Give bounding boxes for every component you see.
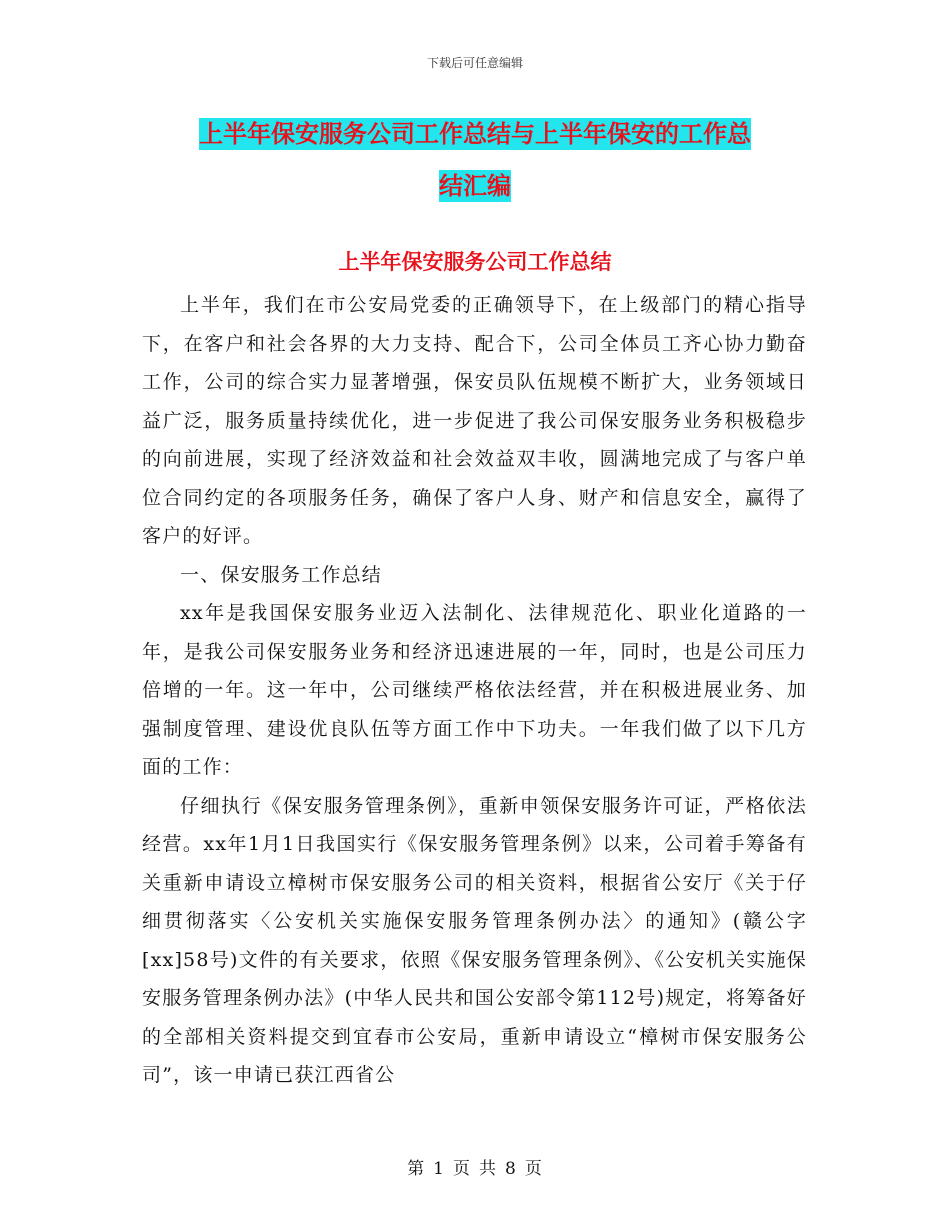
paragraph-2: xx年是我国保安服务业迈入法制化、法律规范化、职业化道路的一年，是我公司保安服务业务和经济迅速进展的一年，同时，也是公司压力倍增的一年。这一年中，公司继续严格依法经营，并在积极进展业务、加强制度管理、建设优良队伍等方面工作中下功夫。一年我们做了以下几方面的工作： xyxy=(142,602,807,778)
footer-suffix: 页 xyxy=(524,1159,543,1179)
footer-page-label: 页 xyxy=(453,1159,471,1179)
paragraph-intro: 上半年，我们在市公安局党委的正确领导下，在上级部门的精心指导下，在客户和社会各界的大力支持、配合下，公司全体员工齐心协力勤奋工作，公司的综合实力显著增强，保安员队伍规模不断扩大，业务领域日益广泛，服务质量持续优化，进一步促进了我公司保安服务业务积极稳步的向前进展，实现了经济效益和社会效益双丰收，圆满地完成了与客户单位合同约定的各项服务任务，确保了客户人身、财产和信息安全，赢得了客户的好评。 xyxy=(142,294,807,547)
paragraph-heading-1: 一、保安服务工作总结 xyxy=(180,563,383,586)
paragraph-3: 仔细执行《保安服务管理条例》，重新申领保安服务许可证，严格依法经营。xx年1月1日我国实行《保安服务管理条例》以来，公司着手筹备有关重新申请设立樟树市保安服务公司的相关资料，根据省公安厅《关于仔细贯彻落实〈公安机关实施保安服务管理条例办法〉的通知》(赣公字[xx]58号)文件的有关要求，依照《保安服务管理条例》、《公安机关实施保安服务管理条例办法》(中华人民共和国公安部令第112号)规定，将筹备好的全部相关资料提交到宜春市公安局，重新申请设立“樟树市保安服务公司”，该一申请已获江西省公 xyxy=(142,794,807,1086)
section-title: 上半年保安服务公司工作总结 xyxy=(338,250,612,274)
page-footer xyxy=(0,1154,950,1179)
page-header-note: 下载后可任意编辑 xyxy=(426,56,523,70)
footer-page-number: 1 xyxy=(433,1159,445,1179)
document-main-title xyxy=(120,108,830,212)
main-title-line-1: 上半年保安服务公司工作总结与上半年保安的工作总 xyxy=(199,120,751,148)
footer-total-pages: 8 xyxy=(505,1159,517,1179)
footer-prefix: 第 xyxy=(407,1159,426,1179)
footer-total-label: 共 xyxy=(479,1159,497,1179)
main-title-line-2: 结汇编 xyxy=(439,172,511,200)
document-body xyxy=(142,286,807,1095)
